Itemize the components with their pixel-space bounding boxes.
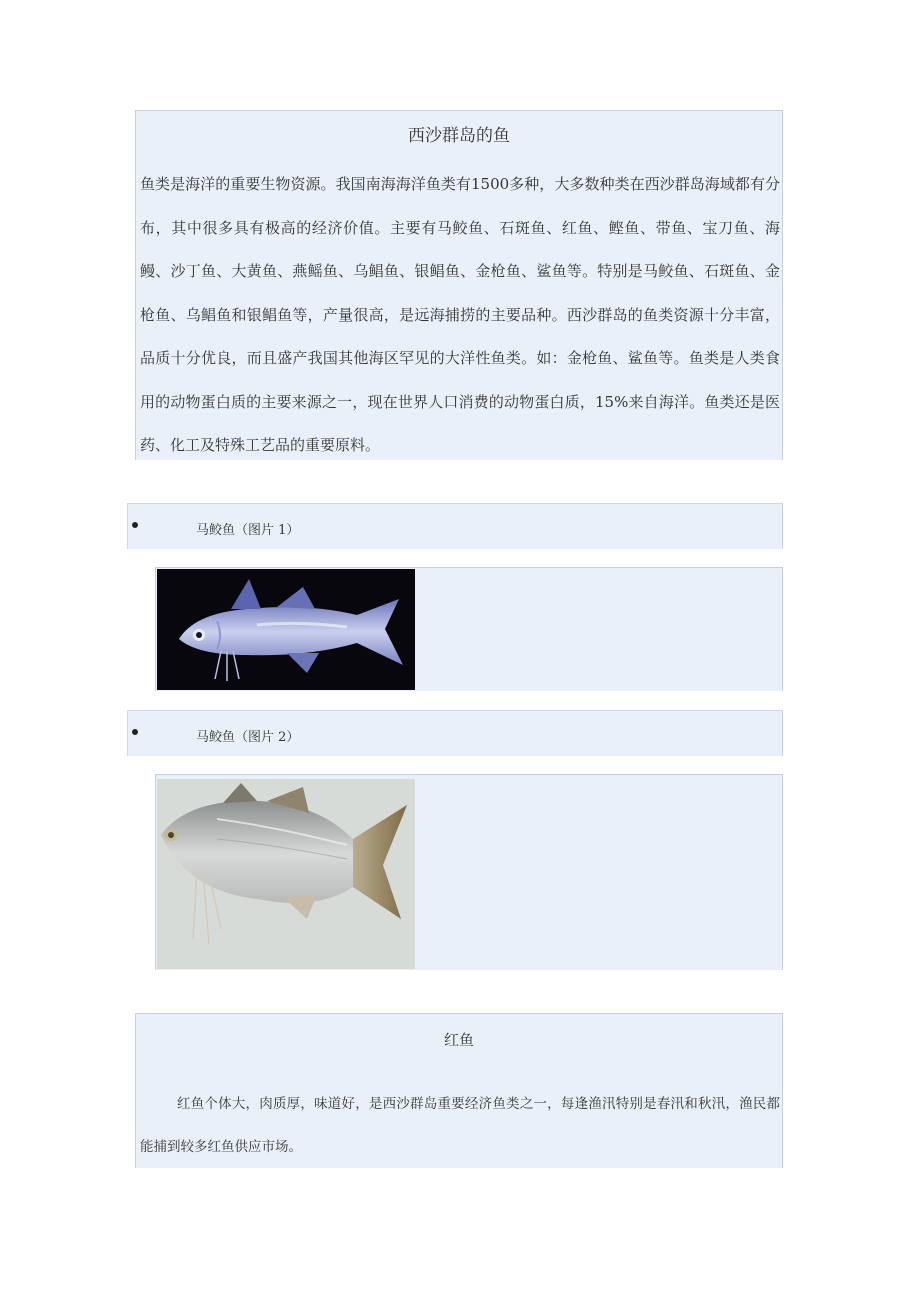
fish-photo-2 bbox=[157, 779, 415, 969]
intro-paragraph: 鱼类是海洋的重要生物资源。我国南海海洋鱼类有1500多种，大多数种类在西沙群岛海域都有分布，其中很多具有极高的经济价值。主要有马鲛鱼、石斑鱼、红鱼、鲣鱼、带鱼、宝刀鱼、海鳗、沙丁鱼、大黄鱼、燕鳐鱼、乌鲳鱼、银鲳鱼、金枪鱼、鲨鱼等。特别是马鲛鱼、石斑鱼、金枪鱼、乌鲳鱼和银鲳鱼等，产量很高，是远海捕捞的主要品种。西沙群岛的鱼类资源十分丰富，品质十分优良，而且盛产我国其他海区罕见的大洋性鱼类。如：金枪鱼、鲨鱼等。鱼类是人类食用的动物蛋白质的主要来源之一，现在世界人口消费的动物蛋白质，15%来自海洋。鱼类还是医药、化工及特殊工艺品的重要原料。 bbox=[140, 175, 780, 454]
section-title: 红鱼 bbox=[443, 1031, 474, 1049]
section-paragraph: 红鱼个体大，肉质厚，味道好，是西沙群岛重要经济鱼类之一，每逢渔汛特别是春汛和秋汛，渔民都能捕到较多红鱼供应市场。 bbox=[140, 1096, 780, 1155]
red-fish-section bbox=[135, 1013, 783, 1168]
bullet-icon bbox=[132, 522, 138, 528]
list-item bbox=[127, 503, 783, 549]
page-title: 西沙群岛的鱼 bbox=[408, 126, 510, 146]
image-caption: 马鲛鱼（图片 2） bbox=[196, 730, 300, 745]
image-container bbox=[155, 567, 783, 691]
image-container bbox=[155, 774, 783, 970]
intro-section bbox=[135, 110, 783, 460]
bullet-icon bbox=[132, 729, 138, 735]
fish-photo-1 bbox=[157, 569, 415, 690]
image-caption: 马鲛鱼（图片 1） bbox=[196, 523, 300, 538]
list-item bbox=[127, 710, 783, 756]
